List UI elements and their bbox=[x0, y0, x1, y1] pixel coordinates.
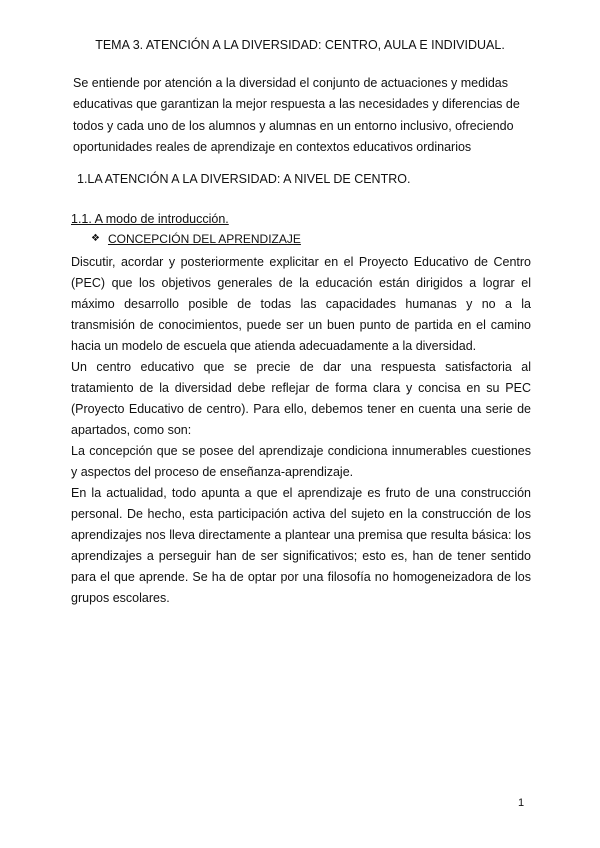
document-title: TEMA 3. ATENCIÓN A LA DIVERSIDAD: CENTRO, AULA E INDIVIDUAL. bbox=[95, 38, 505, 52]
body-paragraph-3: La concepción que se posee del aprendizaje condiciona innumerables cuestiones y aspectos del proceso de enseñanza-aprendizaje. bbox=[71, 444, 531, 479]
body-paragraph-1: Discutir, acordar y posteriormente explicitar en el Proyecto Educativo de Centro (PEC) que los objetivos generales de la educación están dirigidos a lograr el máximo desarrollo posible de todas las capacidades humanas y no a la transmisión de conocimientos, puede ser un buen punto de partida en el camino hacia un modelo de escuela que atienda adecuadamente a la diversidad. bbox=[71, 255, 531, 353]
bullet-item bbox=[91, 232, 301, 246]
page-number: 1 bbox=[518, 797, 525, 809]
section-heading-1: 1.LA ATENCIÓN A LA DIVERSIDAD: A NIVEL DE CENTRO. bbox=[77, 172, 411, 186]
intro-paragraph: Se entiende por atención a la diversidad el conjunto de actuaciones y medidas educativas que garantizan la mejor respuesta a las necesidades y diferencias de todos y cada uno de los alumnos y alumnas en un entorno inclusivo, ofreciendo oportunidades reales de aprendizaje en contextos educativos ordinarios bbox=[73, 76, 520, 154]
diamond-bullet-icon: ❖ bbox=[91, 233, 100, 244]
body-text bbox=[71, 252, 531, 609]
body-paragraph-4: En la actualidad, todo apunta a que el aprendizaje es fruto de una construcción personal. De hecho, esta participación activa del sujeto en la construcción de los aprendizajes nos lleva directamente a plantear una premisa que resulta básica: los aprendizajes a perseguir han de ser significativos; esto es, han de tener sentido para el que aprende. Se ha de optar por una filosofía no homogeneizadora de los grupos escolares. bbox=[71, 486, 531, 605]
bullet-heading: CONCEPCIÓN DEL APRENDIZAJE bbox=[107, 232, 301, 246]
subsection-heading-1-1: 1.1. A modo de introducción. bbox=[71, 212, 229, 226]
body-paragraph-2: Un centro educativo que se precie de dar una respuesta satisfactoria al tratamiento de la diversidad debe reflejar de forma clara y concisa en su PEC (Proyecto Educativo de centro). Para ello, debemos tener en cuenta una serie de apartados, como son: bbox=[71, 360, 531, 437]
